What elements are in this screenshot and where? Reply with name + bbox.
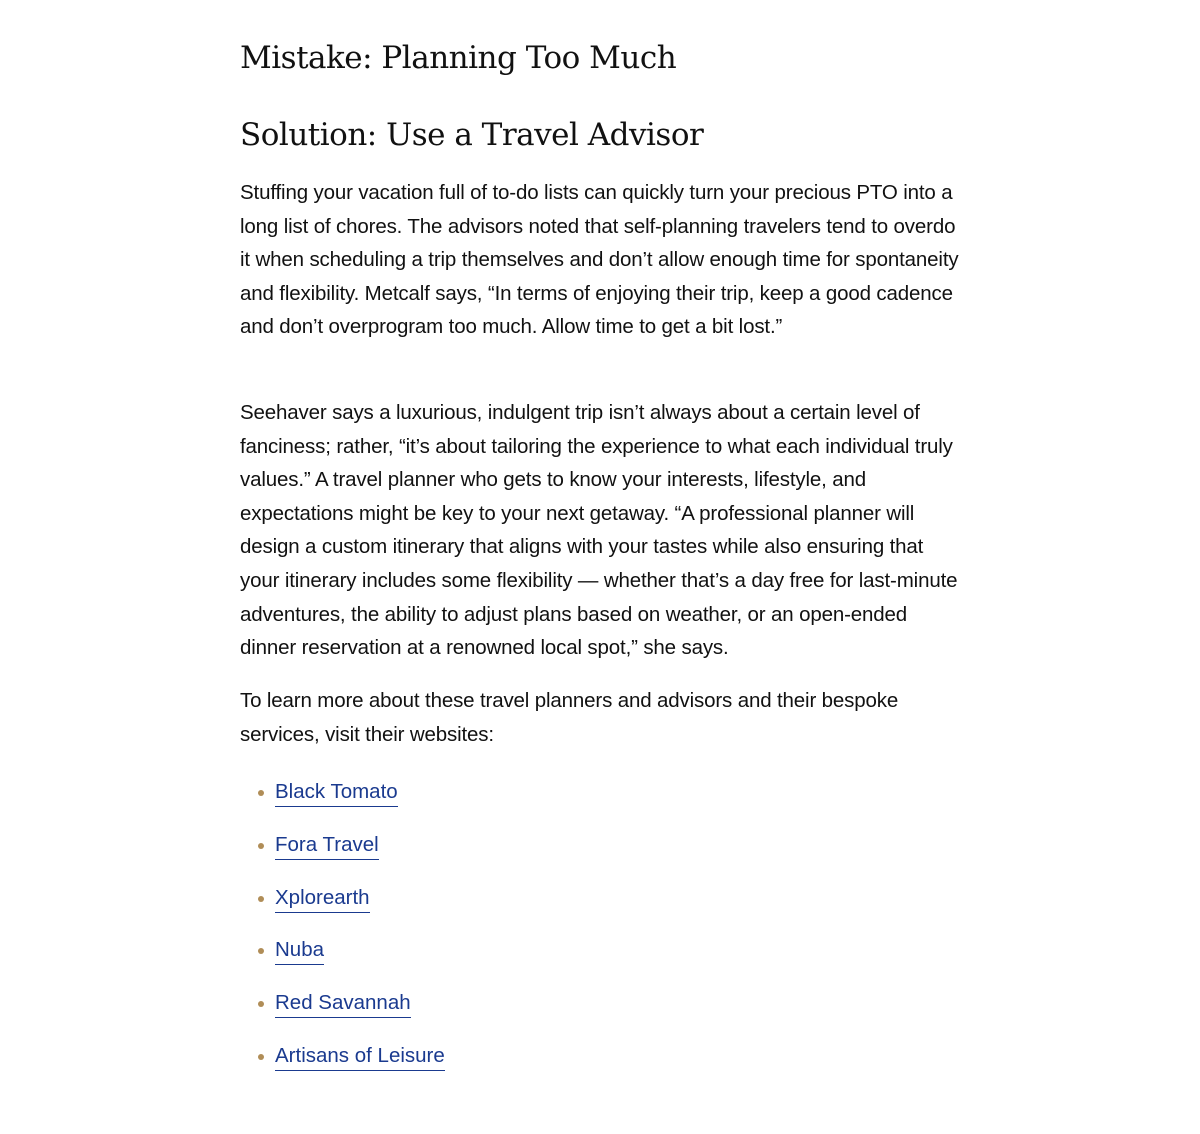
paragraph-seehaver: Seehaver says a luxurious, indulgent trip isn’t always about a certain level of fanciness; rather, “it’s about tailoring the experience to what each individual truly values.” A travel planner who gets to know your interests, lifestyle, and expectations might be key to your next getaway. “A professional planner will design a custom itinerary that aligns with your tastes while also ensuring that your itinerary includes some flexibility — whether that’s a day free for last-minute adventures, the ability to adjust plans based on weather, or an open-ended dinner reservation at a renowned local spot,” she says. xyxy=(240,401,958,660)
bullet-dot-icon xyxy=(258,790,264,796)
section-heading-mistake: Mistake: Planning Too Much xyxy=(240,40,677,76)
link-artisans-of-leisure[interactable]: Artisans of Leisure xyxy=(275,1038,445,1071)
list-item xyxy=(240,1038,962,1091)
list-item xyxy=(240,827,962,880)
list-item xyxy=(240,932,962,985)
list-item xyxy=(240,880,962,933)
advisor-links-list xyxy=(240,774,962,1091)
link-red-savannah[interactable]: Red Savannah xyxy=(275,985,411,1018)
bullet-dot-icon xyxy=(258,1001,264,1007)
bullet-dot-icon xyxy=(258,1054,264,1060)
bullet-dot-icon xyxy=(258,896,264,902)
list-item xyxy=(240,774,962,827)
list-item xyxy=(240,985,962,1038)
link-fora-travel[interactable]: Fora Travel xyxy=(275,827,379,860)
bullet-dot-icon xyxy=(258,948,264,954)
link-nuba[interactable]: Nuba xyxy=(275,932,324,965)
bullet-dot-icon xyxy=(258,843,264,849)
paragraph-learn-more: To learn more about these travel planners and advisors and their bespoke services, visit their websites: xyxy=(240,689,899,746)
link-black-tomato[interactable]: Black Tomato xyxy=(275,774,398,807)
section-heading-solution: Solution: Use a Travel Advisor xyxy=(240,117,704,153)
link-xplorearth[interactable]: Xplorearth xyxy=(275,880,370,913)
paragraph-pto: Stuffing your vacation full of to-do lists can quickly turn your precious PTO into a long list of chores. The advisors noted that self-planning travelers tend to overdo it when scheduling a trip themselves and don’t allow enough time for spontaneity and flexibility. Metcalf says, “In terms of enjoying their trip, keep a good cadence and don’t overprogram too much. Allow time to get a bit lost.” xyxy=(240,181,959,339)
